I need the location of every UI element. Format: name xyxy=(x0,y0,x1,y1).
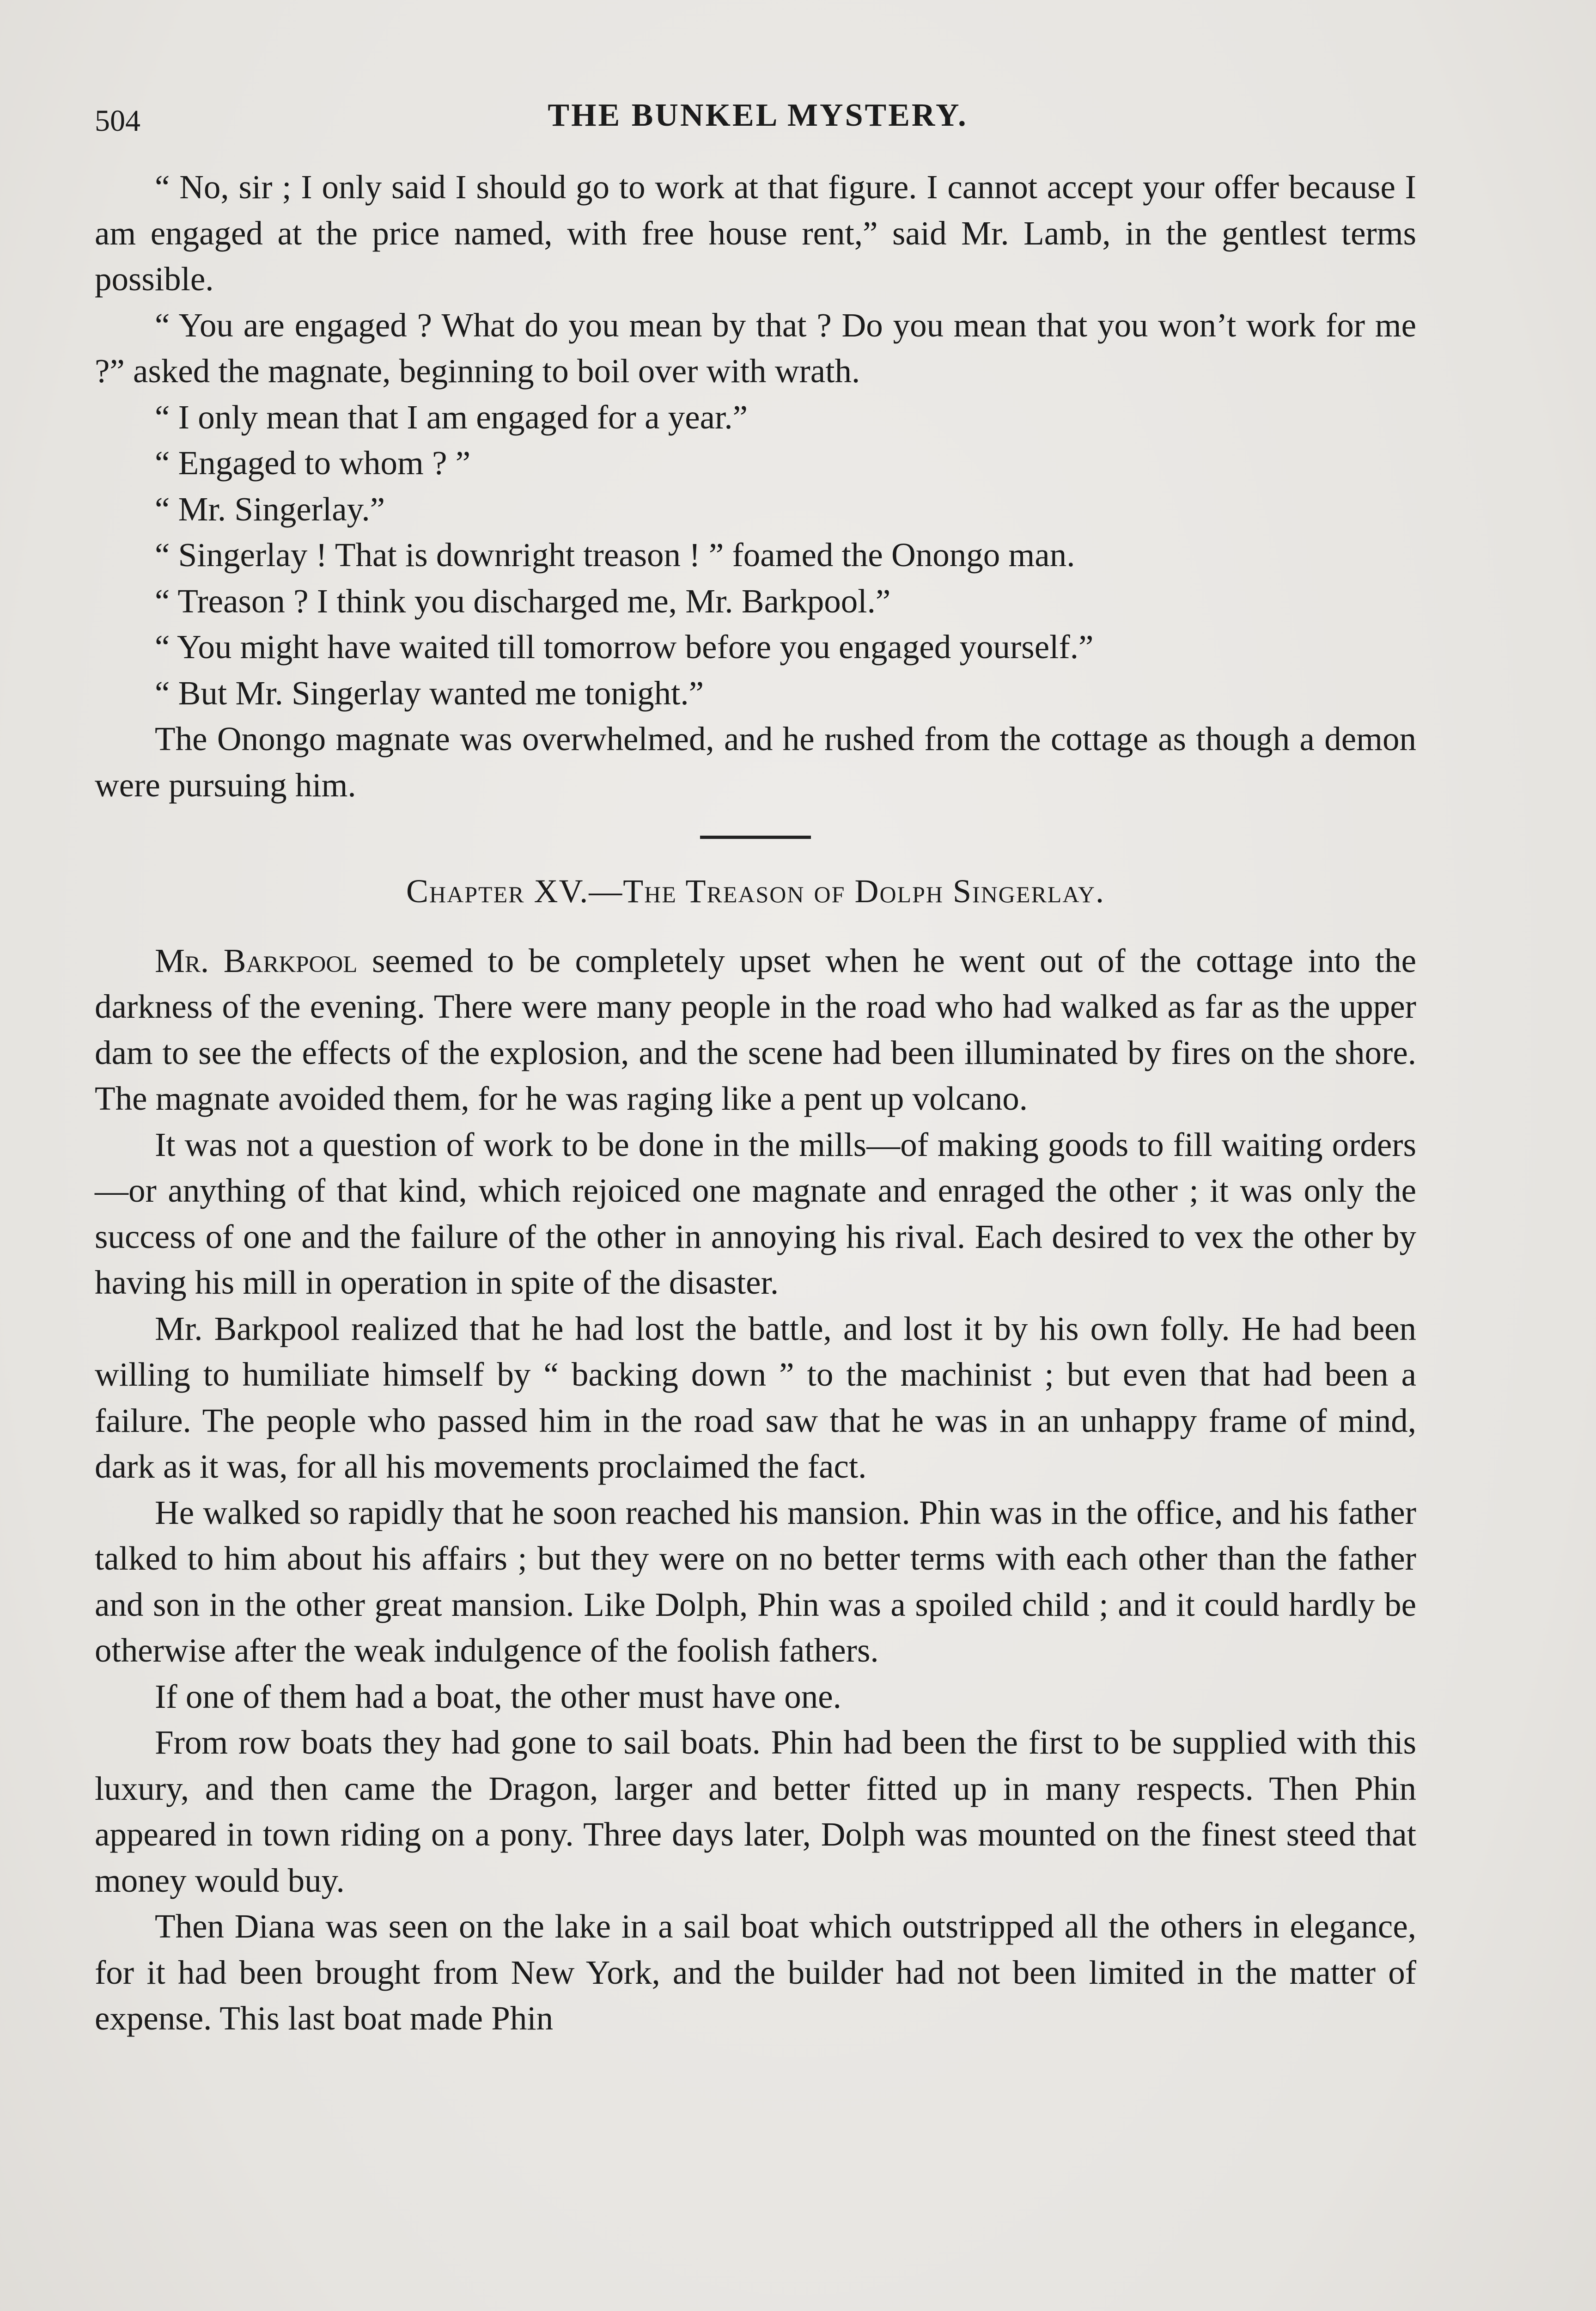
paragraph: The Onongo magnate was overwhelmed, and he rushed from the cottage as though a demon were pursuing him. xyxy=(95,720,1416,804)
paragraph: It was not a question of work to be done in the mills—of making goods to fill waiting orders—or anything of that kind, which rejoiced one magnate and enraged the other ; it was only the success of one and the failure of the other in annoying his rival. Each desired to vex the other by having his mill in operation in spite of the disaster. xyxy=(95,1125,1416,1301)
paragraph: If one of them had a boat, the other must have one. xyxy=(155,1677,841,1715)
paragraph: “ I only mean that I am engaged for a year.” xyxy=(155,398,748,436)
paragraph: He walked so rapidly that he soon reached his mansion. Phin was in the office, and his father talked to him about his affairs ; but they were on no better terms with each other than the father and son in the other great mansion. Like Dolph, Phin was a spoiled child ; and it could hardly be otherwise after the weak indulgence of the foolish fathers. xyxy=(95,1493,1416,1669)
paragraph: Mr. Barkpool realized that he had lost the battle, and lost it by his own folly. He had been willing to humiliate himself by “ backing down ” to the machinist ; but even that had been a failure. The people who passed him in the road saw that he was in an unhappy frame of mind, dark as it was, for all his movements proclaimed the fact. xyxy=(95,1309,1416,1485)
running-title: THE BUNKEL MYSTERY. xyxy=(548,98,968,133)
chapter-opening-paragraph xyxy=(95,938,1416,1122)
paragraph: “ Mr. Singerlay.” xyxy=(155,490,385,528)
paragraph: “ You might have waited till tomorrow before you engaged yourself.” xyxy=(155,628,1094,666)
page-number: 504 xyxy=(95,104,140,138)
section-divider xyxy=(700,836,811,839)
page-header xyxy=(95,97,1421,139)
paragraph: From row boats they had gone to sail boats. Phin had been the first to be supplied with this luxury, and then came the Dragon, larger and better fitted up in many respects. Then Phin appeared in town riding on a pony. Three days later, Dolph was mounted on the finest steed that money would buy. xyxy=(95,1724,1416,1899)
paragraph: “ You are engaged ? What do you mean by that ? Do you mean that you won’t work for me ?” asked the magnate, beginning to boil over with wrath. xyxy=(95,306,1416,390)
chapter-heading: Chapter XV.—The Treason of Dolph Singerlay. xyxy=(406,873,1105,910)
paragraph: “ Treason ? I think you discharged me, Mr. Barkpool.” xyxy=(155,582,891,620)
paragraph: “ But Mr. Singerlay wanted me tonight.” xyxy=(155,674,704,712)
paragraph: “ Singerlay ! That is downright treason ! ” foamed the Onongo man. xyxy=(155,536,1075,574)
body-text xyxy=(95,164,1416,2042)
paragraph: Then Diana was seen on the lake in a sail boat which outstripped all the others in elegance, for it had been brought from New York, and the builder had not been limited in the matter of expense. This last boat made Phin xyxy=(95,1907,1416,2037)
opening-smallcaps: Mr. Barkpool xyxy=(155,942,358,979)
paragraph: “ Engaged to whom ? ” xyxy=(155,444,471,482)
paragraph: “ No, sir ; I only said I should go to work at that figure. I cannot accept your offer because I am engaged at the price named, with free house rent,” said Mr. Lamb, in the gentlest terms possible. xyxy=(95,168,1416,298)
opening-text: seemed to be completely upset when he went out of the cottage into the darkness of the evening. There were many people in the road who had walked as far as the upper dam to see the effects of the explosion, and the scene had been illuminated by fires on the shore. The magnate avoided them, for he was raging like a pent up volcano. xyxy=(95,942,1416,1117)
